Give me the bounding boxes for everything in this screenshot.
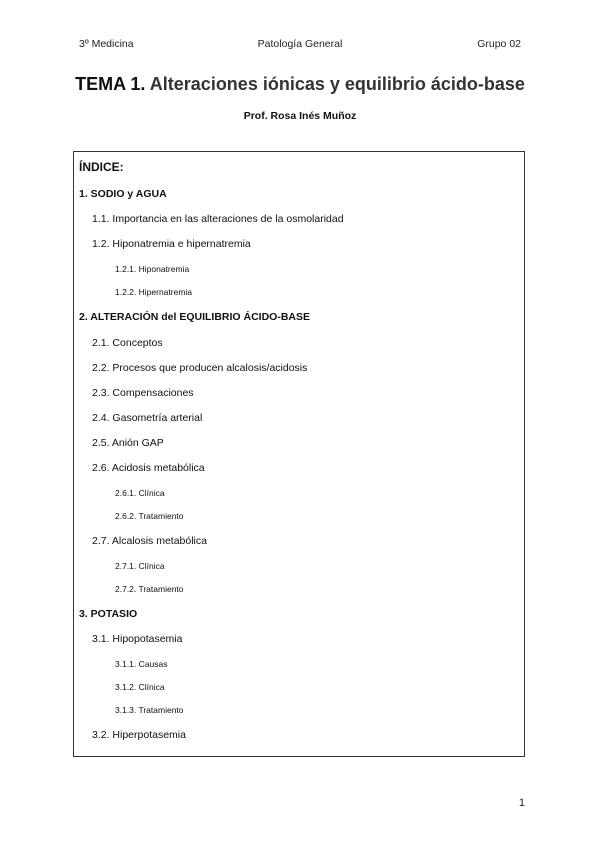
toc-subsubsection: 1.2.1. Hiponatremia xyxy=(115,264,190,274)
author: Prof. Rosa Inés Muñoz xyxy=(243,110,357,122)
toc-subsubsection: 2.7.2. Tratamiento xyxy=(115,584,184,594)
toc-section: 3. POTASIO xyxy=(79,608,138,620)
document-title xyxy=(0,74,600,95)
header-subject: Patología General xyxy=(257,38,343,50)
page-number: 1 xyxy=(518,797,525,809)
header-group: Grupo 02 xyxy=(477,38,521,50)
toc-subsection: 1.1. Importancia en las alteraciones de la osmolaridad xyxy=(92,213,344,225)
toc-subsubsection: 1.2.2. Hipernatremia xyxy=(115,287,193,297)
toc-subsubsection: 3.1.3. Tratamiento xyxy=(115,705,184,715)
toc-subsubsection: 2.7.1. Clínica xyxy=(115,561,165,571)
toc-section: 1. SODIO y AGUA xyxy=(79,188,167,200)
title-text: Alteraciones iónicas y equilibrio ácido-base xyxy=(149,74,525,94)
table-of-contents xyxy=(73,151,525,757)
title-number: TEMA 1. xyxy=(75,74,146,94)
toc-subsection: 3.2. Hiperpotasemia xyxy=(92,729,186,741)
toc-subsection: 2.5. Anión GAP xyxy=(92,437,164,449)
toc-subsection: 2.2. Procesos que producen alcalosis/acidosis xyxy=(92,362,308,374)
header-course: 3º Medicina xyxy=(79,38,134,50)
toc-subsection: 2.4. Gasometría arterial xyxy=(92,412,203,424)
toc-subsection: 1.2. Hiponatremia e hipernatremia xyxy=(92,238,251,250)
toc-subsubsection: 2.6.2. Tratamiento xyxy=(115,511,184,521)
toc-subsection: 2.7. Alcalosis metabólica xyxy=(92,535,207,547)
toc-subsubsection: 3.1.2. Clínica xyxy=(115,682,165,692)
toc-subsection: 2.6. Acidosis metabólica xyxy=(92,462,205,474)
toc-subsection: 2.3. Compensaciones xyxy=(92,387,194,399)
toc-subsection: 2.1. Conceptos xyxy=(92,337,163,349)
toc-subsubsection: 2.6.1. Clínica xyxy=(115,488,165,498)
toc-subsubsection: 3.1.1. Causas xyxy=(115,659,168,669)
toc-heading: ÍNDICE: xyxy=(79,160,124,174)
toc-subsection: 3.1. Hipopotasemia xyxy=(92,633,183,645)
toc-section: 2. ALTERACIÓN del EQUILIBRIO ÁCIDO-BASE xyxy=(79,311,311,323)
